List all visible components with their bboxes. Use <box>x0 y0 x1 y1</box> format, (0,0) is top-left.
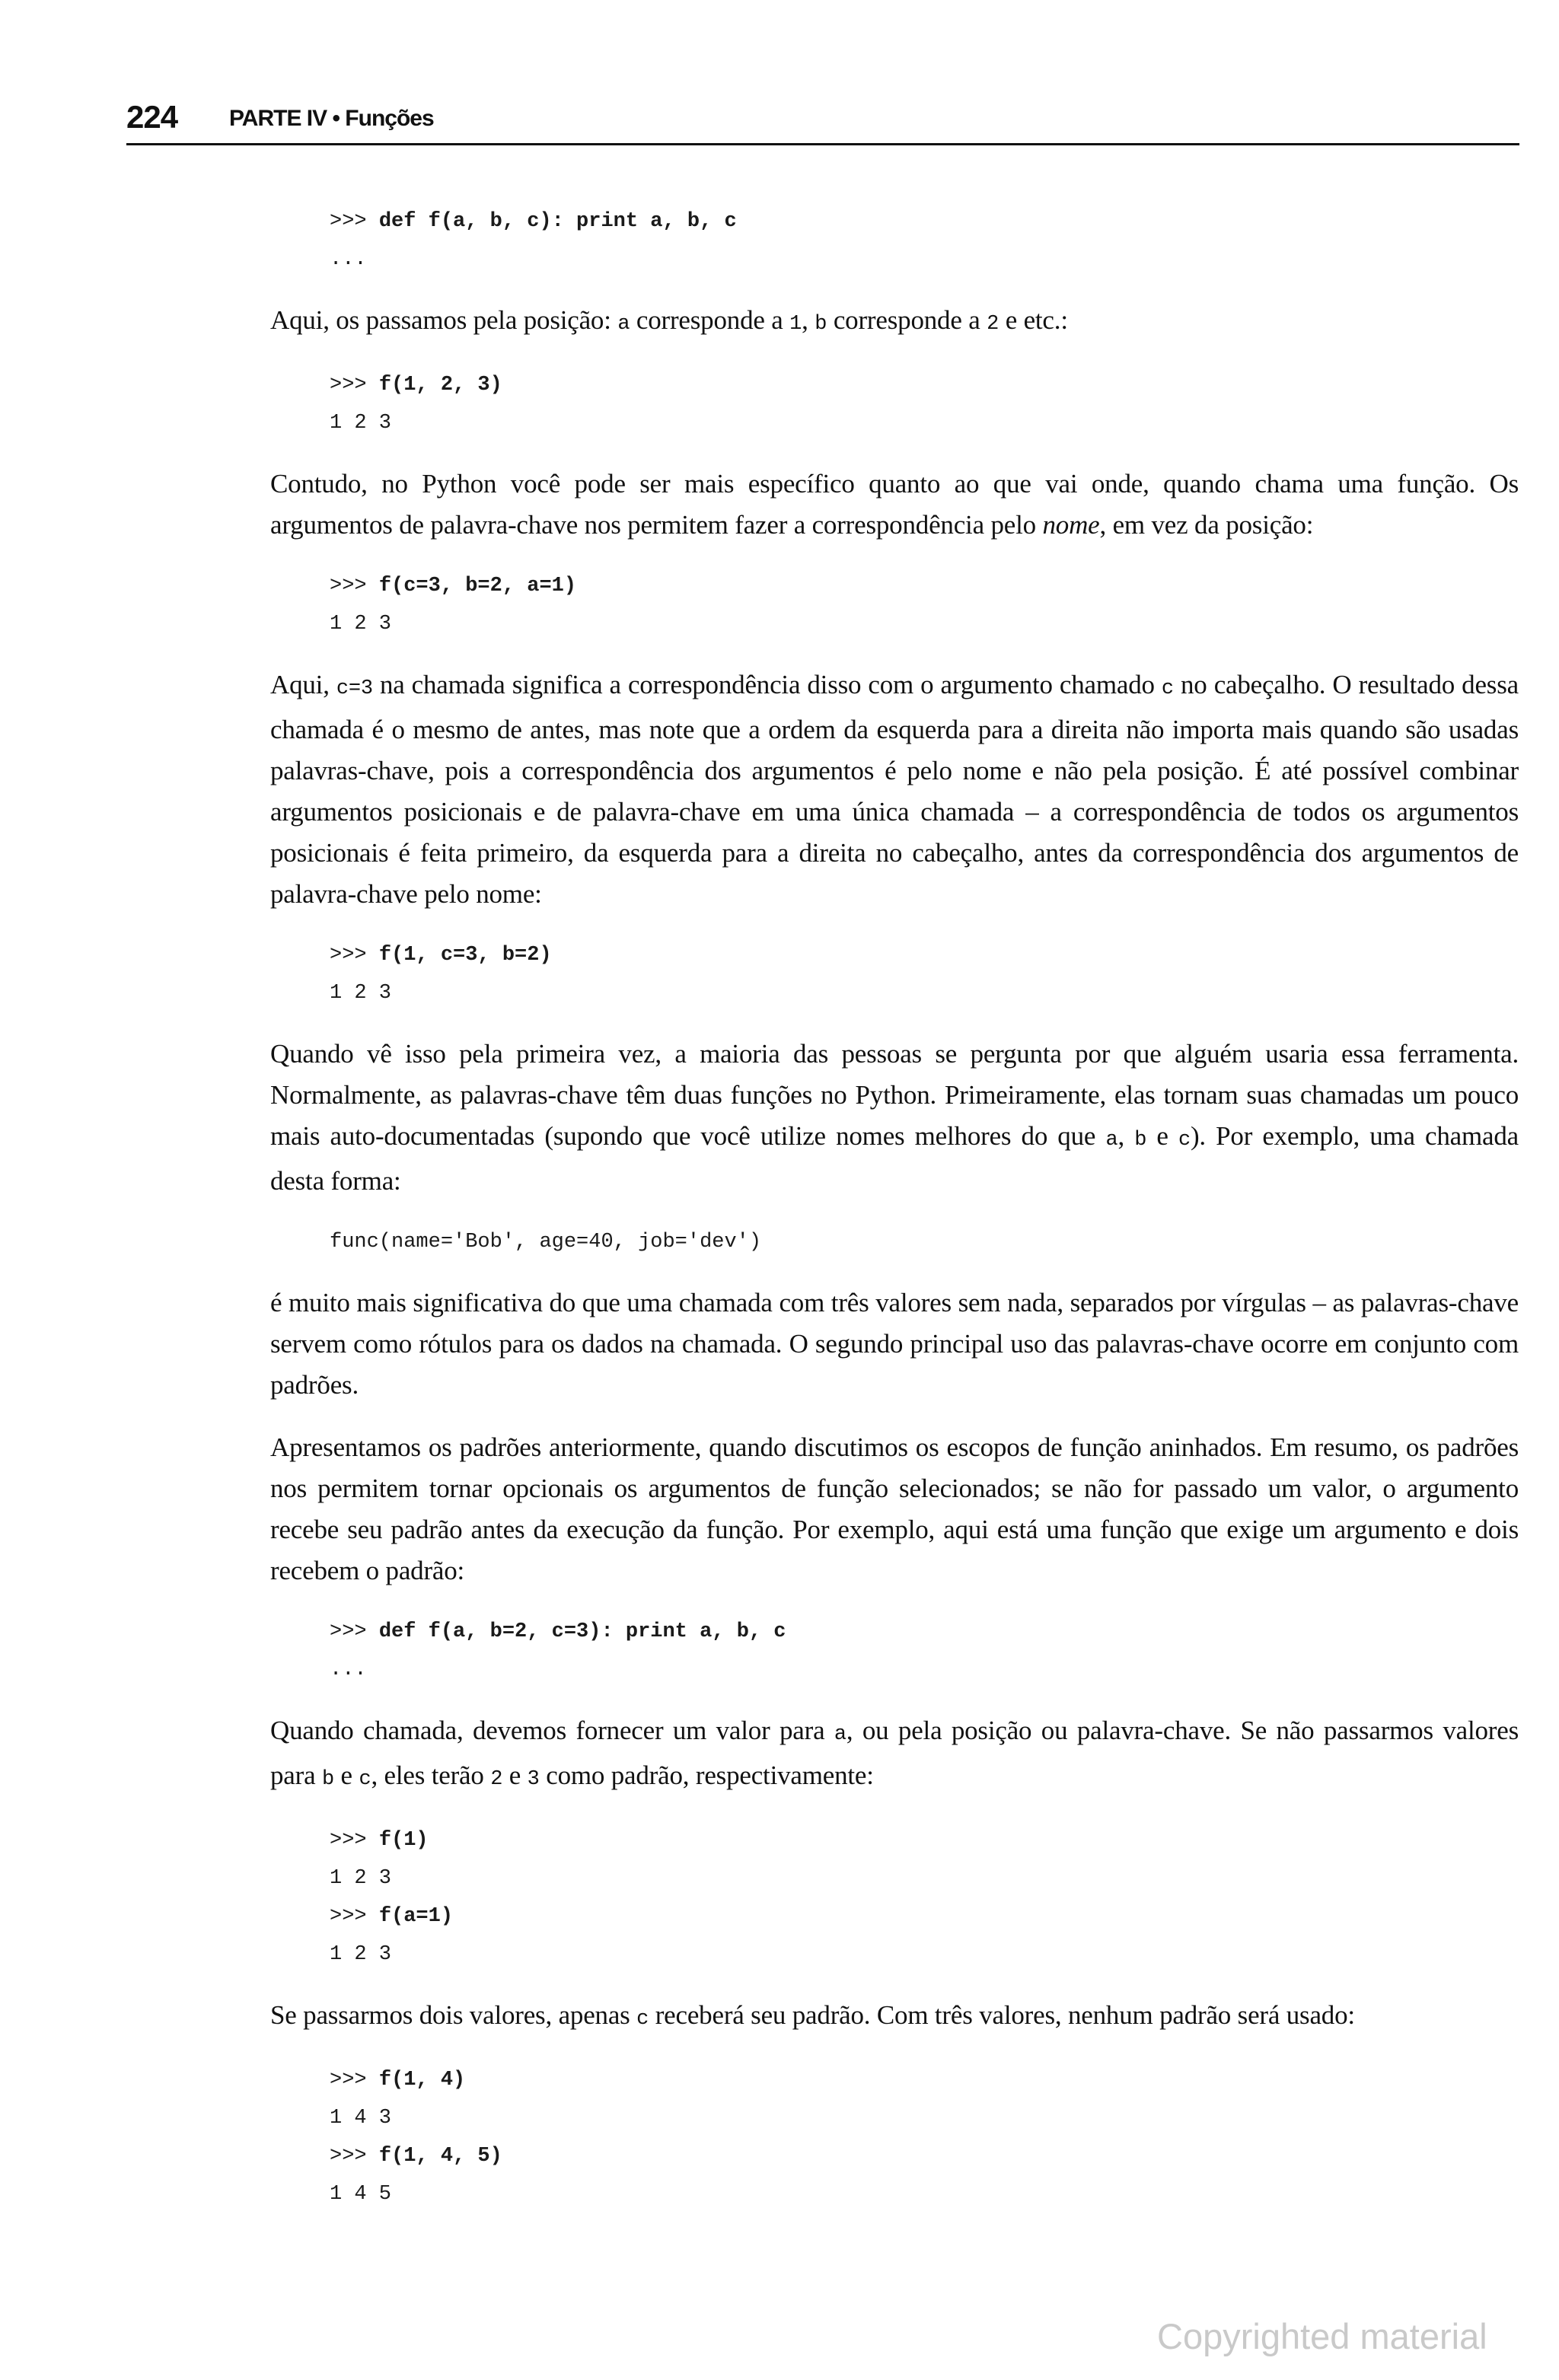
code-prompt: >>> <box>330 1905 367 1928</box>
code-line <box>330 1897 1519 1936</box>
paragraph-text: Apresentamos os padrões anteriormente, quando discutimos os escopos de função aninhados. Em resumo, os padrões nos permitem tornar opcionais os argumentos de função selecionados; se não for passado um valor, o argumento recebe seu padrão antes da execução da função. Por exemplo, aqui está uma função que exige um argumento e dois recebem o padrão: <box>270 1432 1519 1585</box>
paragraph-text: Contudo, no Python você pode ser mais específico quanto ao que vai onde, quando chama uma função. Os argumentos de palavra-chave nos permitem fazer a correspondência pelo <box>270 469 1519 540</box>
inline-code: 1 <box>789 313 802 336</box>
inline-code: c <box>359 1768 371 1791</box>
code-output: 1 4 3 <box>330 2107 392 2130</box>
code-prompt: >>> <box>330 1829 367 1852</box>
code-prompt: >>> <box>330 944 367 967</box>
code-line <box>330 366 1519 404</box>
code-prompt: >>> <box>330 210 367 233</box>
code-output: func(name='Bob', age=40, job='dev') <box>330 1231 762 1254</box>
inline-code: 3 <box>527 1768 540 1791</box>
code-block <box>330 567 1519 643</box>
code-prompt: >>> <box>330 575 367 597</box>
paragraph-text: ). Por exemplo, uma chamada desta forma: <box>270 1121 1519 1196</box>
body-paragraph <box>270 1995 1519 2040</box>
code-output: 1 2 3 <box>330 982 392 1005</box>
paragraph-text: Aqui, <box>270 670 336 699</box>
code-line <box>330 1651 1519 1689</box>
code-output: 1 2 3 <box>330 1943 392 1966</box>
code-prompt: >>> <box>330 2069 367 2092</box>
paragraph-text: como padrão, respectivamente: <box>539 1760 874 1790</box>
code-line <box>330 404 1519 442</box>
code-line <box>330 241 1519 279</box>
inline-code: c <box>1161 677 1174 700</box>
code-statement: f(1, 4) <box>378 2069 466 2092</box>
emphasis-text: nome <box>1042 510 1100 540</box>
code-statement: def f(a, b, c): print a, b, c <box>378 210 737 233</box>
paragraph-text: e <box>334 1760 359 1790</box>
code-line <box>330 1936 1519 1974</box>
code-prompt: ... <box>330 1658 367 1681</box>
code-line <box>330 1859 1519 1897</box>
code-output: 1 4 5 <box>330 2183 392 2206</box>
code-line <box>330 1821 1519 1859</box>
paragraph-text: Quando vê isso pela primeira vez, a maioria das pessoas se pergunta por que alguém usaria essa ferramenta. Normalmente, as palavras-chave têm duas funções no Python. Primeiramente, elas tornam suas chamadas um pouco mais auto-documentadas (supondo que você utilize nomes melhores do que <box>270 1039 1519 1151</box>
code-output: 1 2 3 <box>330 412 392 435</box>
code-prompt: >>> <box>330 374 367 397</box>
code-block <box>330 1223 1519 1261</box>
code-line <box>330 202 1519 241</box>
code-statement: f(c=3, b=2, a=1) <box>378 575 577 597</box>
paragraph-text: corresponde a <box>630 305 790 335</box>
code-block <box>330 936 1519 1012</box>
code-block <box>330 202 1519 279</box>
code-line <box>330 2175 1519 2213</box>
inline-code: a <box>834 1723 846 1746</box>
paragraph-text: Aqui, os passamos pela posição: <box>270 305 618 335</box>
paragraph-text: Quando chamada, devemos fornecer um valor para <box>270 1716 834 1745</box>
body-paragraph <box>270 1710 1519 1800</box>
code-statement: f(1, 4, 5) <box>378 2145 502 2168</box>
code-output: 1 2 3 <box>330 613 392 636</box>
code-prompt: >>> <box>330 2145 367 2168</box>
code-statement: f(1, c=3, b=2) <box>378 944 552 967</box>
code-statement: f(1, 2, 3) <box>378 374 502 397</box>
code-line <box>330 605 1519 643</box>
body-paragraph <box>270 1282 1519 1406</box>
code-block <box>330 2061 1519 2213</box>
code-prompt: ... <box>330 248 367 271</box>
paragraph-text: corresponde a <box>827 305 987 335</box>
paragraph-text: e etc.: <box>999 305 1068 335</box>
inline-code: a <box>617 313 630 336</box>
code-block <box>330 366 1519 442</box>
page-number: 224 <box>126 99 178 135</box>
code-line <box>330 1223 1519 1261</box>
code-statement: f(1) <box>378 1829 429 1852</box>
body-paragraph <box>270 464 1519 546</box>
paragraph-text: Se passarmos dois valores, apenas <box>270 2000 637 2030</box>
inline-code: 2 <box>490 1768 503 1791</box>
paragraph-text: e <box>502 1760 528 1790</box>
body-paragraph <box>270 664 1519 915</box>
code-line <box>330 974 1519 1012</box>
code-line <box>330 1613 1519 1651</box>
inline-code: b <box>815 313 827 336</box>
inline-code: c=3 <box>336 677 373 700</box>
paragraph-text: , <box>802 305 815 335</box>
paragraph-text: no cabeçalho. O resultado dessa chamada é o mesmo de antes, mas note que a ordem da esquerda para a direita não importa mais quando são usadas palavras-chave, pois a correspondência dos argumentos é pelo nome e não pela posição. É até possível combinar argumentos posicionais e de palavra-chave em uma única chamada – a correspondência de todos os argumentos posicionais é feita primeiro, da esquerda para a direita no cabeçalho, antes da correspondência dos argumentos de palavra-chave pelo nome: <box>270 670 1519 909</box>
copyright-watermark: Copyrighted material <box>1157 2316 1487 2356</box>
running-header <box>126 97 1519 145</box>
inline-code: c <box>1178 1129 1191 1152</box>
code-block <box>330 1821 1519 1974</box>
inline-code: a <box>1105 1129 1118 1152</box>
paragraph-text: , eles terão <box>371 1760 491 1790</box>
body-paragraph <box>270 1427 1519 1591</box>
paragraph-text: receberá seu padrão. Com três valores, nenhum padrão será usado: <box>649 2000 1355 2030</box>
paragraph-text: , ou pela posição ou palavra-chave. Se não passarmos valores para <box>270 1716 1519 1790</box>
code-line <box>330 2061 1519 2099</box>
inline-code: b <box>1134 1129 1147 1152</box>
code-line <box>330 2137 1519 2175</box>
body-paragraph <box>270 1034 1519 1202</box>
page-body <box>270 202 1519 2235</box>
code-statement: def f(a, b=2, c=3): print a, b, c <box>378 1620 786 1643</box>
code-line <box>330 2099 1519 2137</box>
paragraph-text: , em vez da posição: <box>1099 510 1314 540</box>
code-line <box>330 567 1519 605</box>
code-statement: f(a=1) <box>378 1905 454 1928</box>
paragraph-text: e <box>1146 1121 1178 1151</box>
paragraph-text: , <box>1117 1121 1135 1151</box>
paragraph-text: é muito mais significativa do que uma chamada com três valores sem nada, separados por vírgulas – as palavras-chave servem como rótulos para os dados na chamada. O segundo principal uso das palavras-chave ocorre em conjunto com padrões. <box>270 1288 1519 1400</box>
code-block <box>330 1613 1519 1689</box>
code-prompt: >>> <box>330 1620 367 1643</box>
code-line <box>330 936 1519 974</box>
paragraph-text: na chamada significa a correspondência disso com o argumento chamado <box>372 670 1162 699</box>
inline-code: b <box>321 1768 334 1791</box>
inline-code: 2 <box>987 313 999 336</box>
code-output: 1 2 3 <box>330 1867 392 1890</box>
body-paragraph <box>270 300 1519 345</box>
inline-code: c <box>636 2008 649 2031</box>
part-title: PARTE IV • Funções <box>229 106 434 131</box>
